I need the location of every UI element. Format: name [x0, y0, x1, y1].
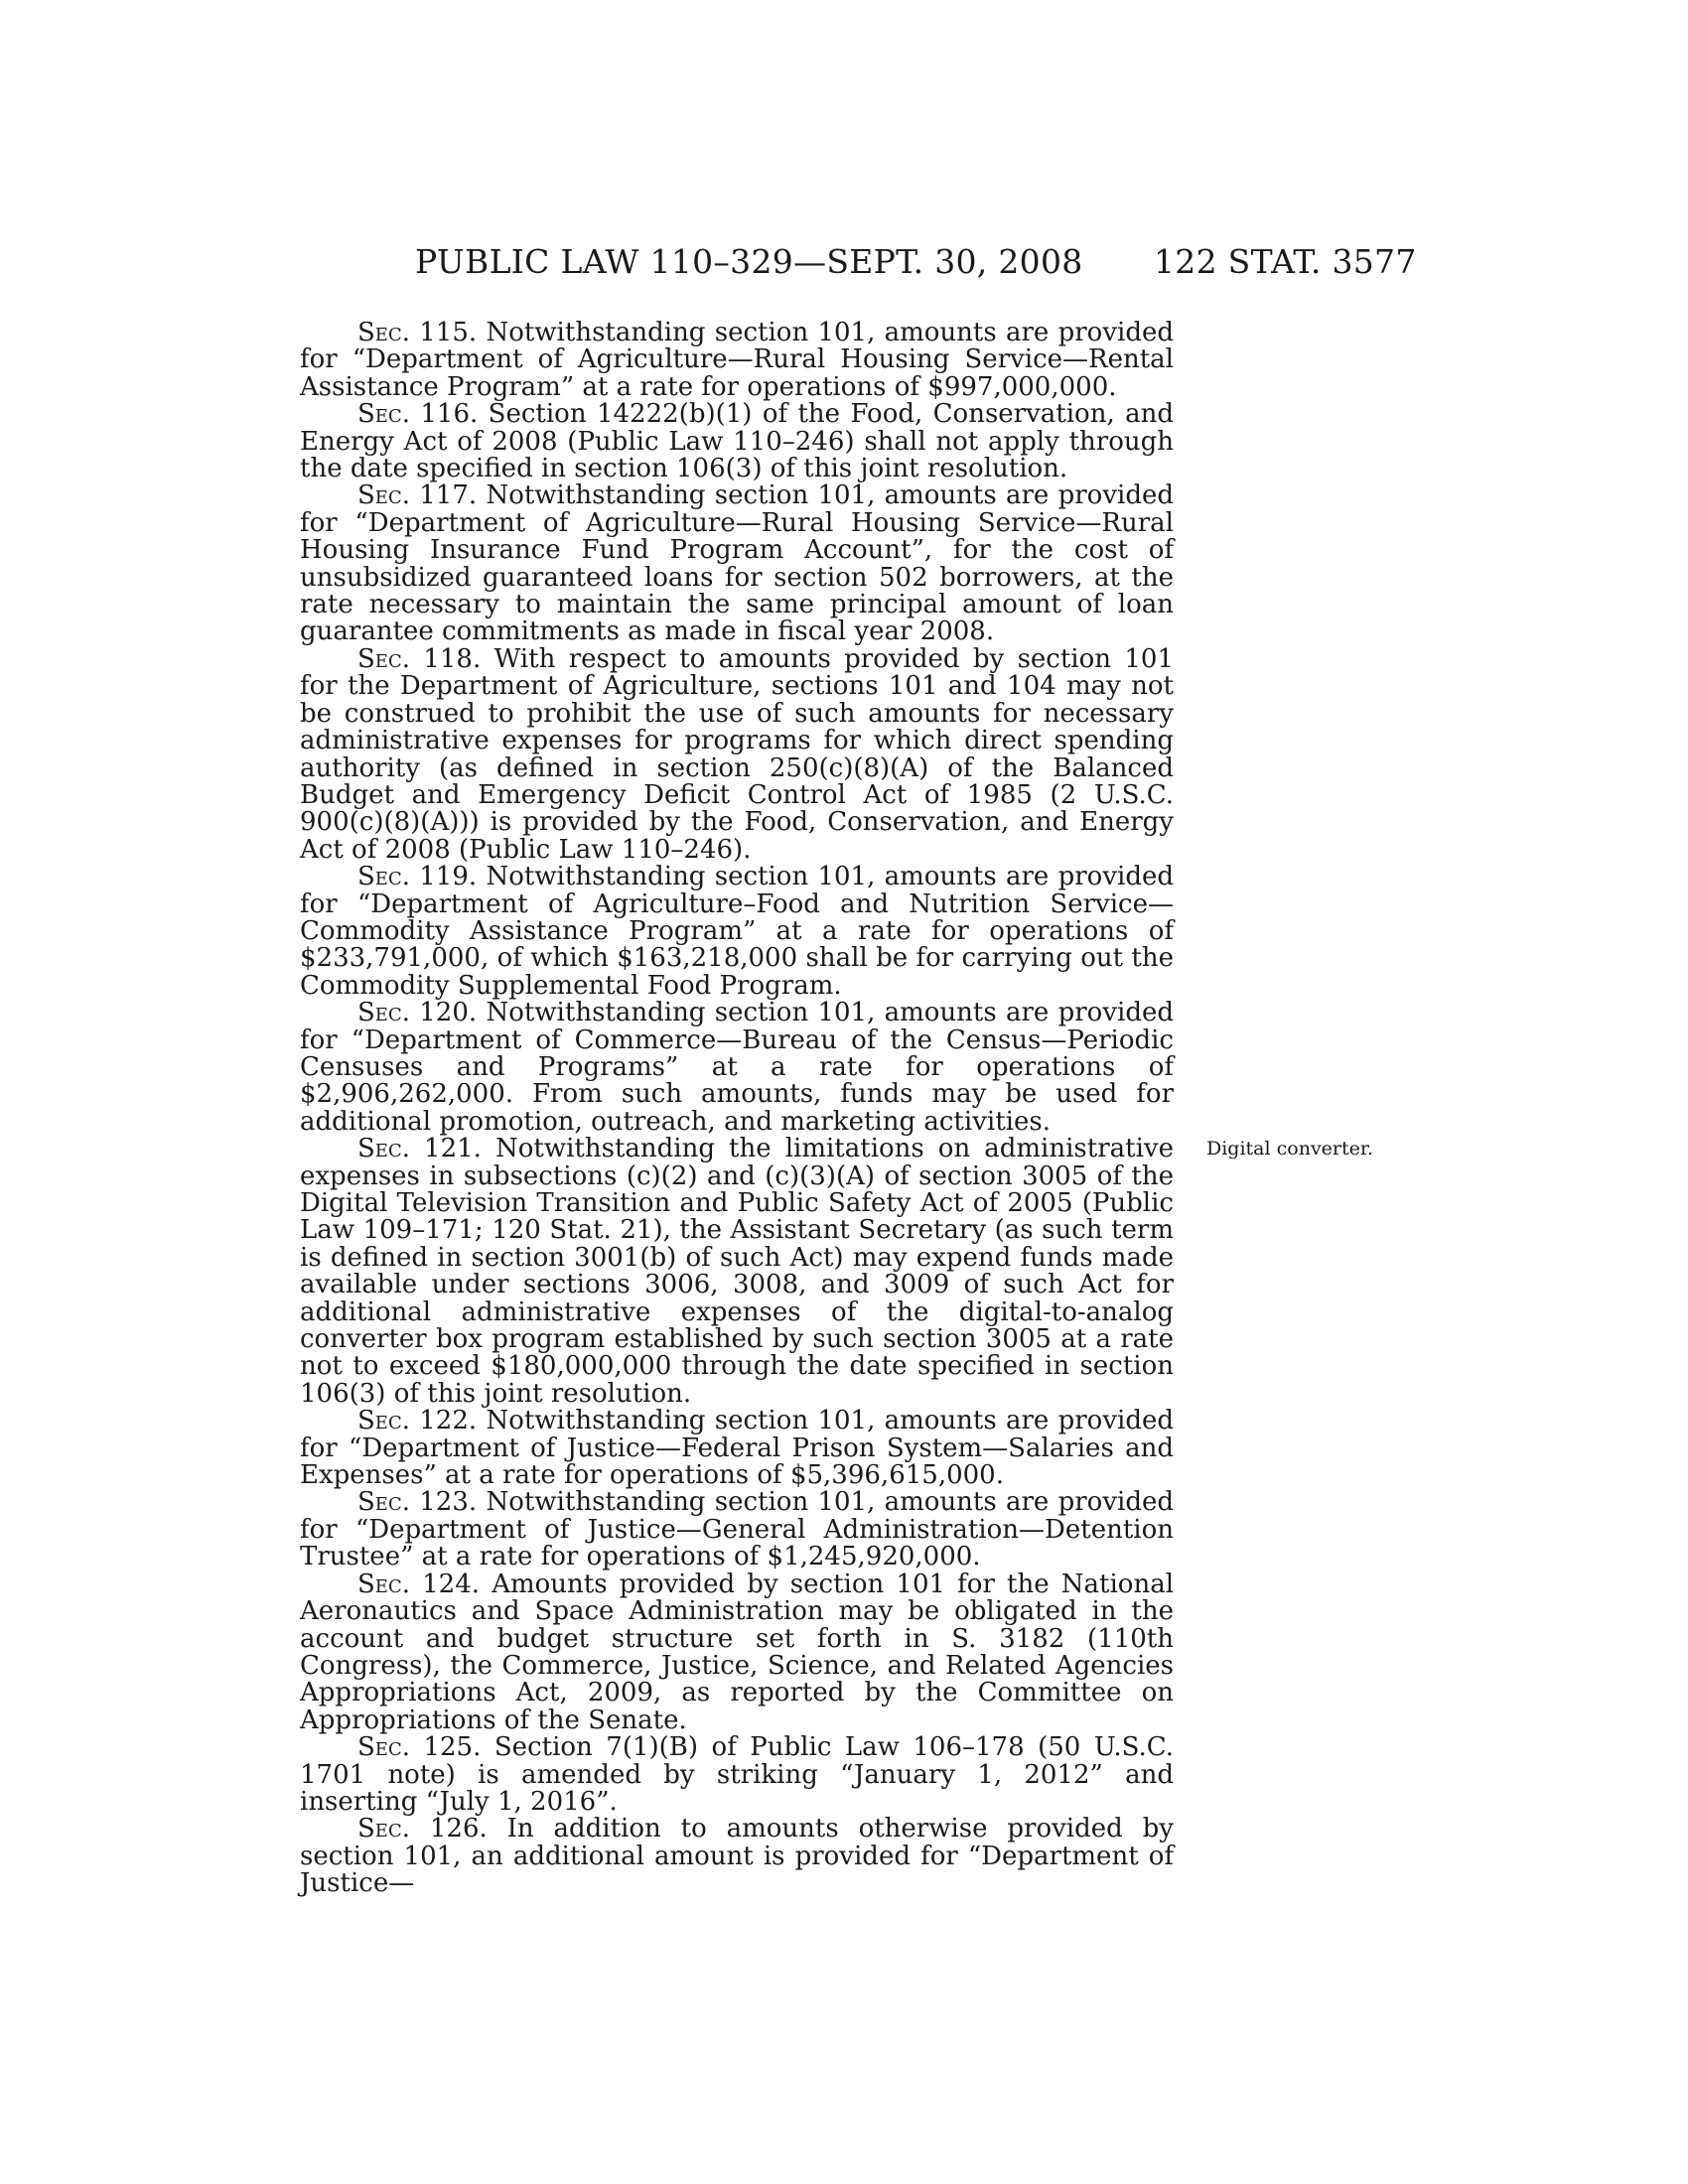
section-119	[300, 864, 1174, 1000]
section-text: Notwithstanding the limitations on administrative expenses in subsections (c)(2) and (c)(3)(A) of section 3005 of the Digital Television Transition and Public Safety Act of 2005 (Public Law 109–171; 120 Stat. 21), the Assistant Secretary (as such term is defined in section 3001(b) of such Act) may expend funds made available under sections 3006, 3008, and 3009 of such Act for additional administrative expenses of the digital-to-analog converter box program established by such section 3005 at a rate not to exceed $180,000,000 through the date specified in section 106(3) of this joint resolution.	[300, 1134, 1174, 1409]
section-121	[300, 1134, 1373, 1409]
section-115	[300, 320, 1174, 401]
header-page-number: 122 STAT. 3577	[1154, 242, 1417, 281]
section-text: Notwithstanding section 101, amounts are provided for “Department of Commerce—Bureau of the Census—Periodic Censuses and Programs” at a rate for operations of $2,906,262,000. From such amounts, funds may be used for additional promotion, outreach, and marketing activities.	[300, 998, 1174, 1137]
section-label: Sec. 119.	[357, 862, 478, 892]
section-label: Sec. 120.	[357, 998, 478, 1028]
section-label: Sec. 118.	[357, 643, 482, 674]
section-text: Section 7(1)(B) of Public Law 106–178 (50 U.S.C. 1701 note) is amended by striking “January 1, 2012” and inserting “July 1, 2016”.	[300, 1732, 1175, 1817]
body-text	[300, 318, 1373, 1899]
section-label: Sec. 121.	[357, 1134, 482, 1164]
running-header	[0, 242, 1688, 288]
section-text: In addition to amounts otherwise provided by section 101, an additional amount is provided for “Department of Justice—	[300, 1814, 1174, 1899]
section-118	[300, 643, 1174, 865]
section-text: Notwithstanding section 101, amounts are provided for “Department of Agriculture—Rural Housing Service—Rental Assistance Program” at a rate for operations of $997,000,000.	[300, 318, 1174, 402]
section-text: Notwithstanding section 101, amounts are provided for “Department of Agriculture–Food and Nutrition Service—Commodity Assistance Program” at a rate for operations of $233,791,000, of which $163,218,000 shall be for carrying out the Commodity Supplemental Food Program.	[300, 862, 1174, 1001]
section-126	[300, 1816, 1174, 1897]
section-text: With respect to amounts provided by section 101 for the Department of Agriculture, sections 101 and 104 may not be construed to prohibit the use of such amounts for necessary administrative expenses for programs for which direct spending authority (as defined in section 250(c)(8)(A) of the Balanced Budget and Emergency Deficit Control Act of 1985 (2 U.S.C. 900(c)(8)(A))) is provided by the Food, Conservation, and Energy Act of 2008 (Public Law 110–246).	[300, 643, 1174, 865]
section-122	[300, 1408, 1174, 1489]
section-124	[300, 1571, 1174, 1734]
section-120	[300, 1000, 1174, 1136]
section-label: Sec. 125.	[357, 1732, 482, 1763]
section-label: Sec. 124.	[357, 1569, 481, 1599]
section-label: Sec. 122.	[357, 1406, 478, 1436]
section-label: Sec. 126.	[357, 1814, 488, 1844]
header-title: PUBLIC LAW 110–329—SEPT. 30, 2008	[415, 242, 1083, 281]
section-text: Notwithstanding section 101, amounts are provided for “Department of Justice—Federal Prison System—Salaries and Expenses” at a rate for operations of $5,396,615,000.	[300, 1406, 1174, 1491]
section-116	[300, 401, 1174, 482]
section-text: Amounts provided by section 101 for the National Aeronautics and Space Administration may be obligated in the account and budget structure set forth in S. 3182 (110th Congress), the Commerce, Justice, Science, and Related Agencies Appropriations Act, 2009, as reported by the Committee on Appropriations of the Senate.	[300, 1569, 1175, 1735]
section-text: Notwithstanding section 101, amounts are provided for “Department of Justice—General Administration—Detention Trustee” at a rate for operations of $1,245,920,000.	[300, 1487, 1174, 1572]
section-text: Section 14222(b)(1) of the Food, Conservation, and Energy Act of 2008 (Public Law 110–246) shall not apply through the date specified in section 106(3) of this joint resolution.	[300, 399, 1174, 484]
section-117	[300, 482, 1174, 645]
margin-note: Digital converter.	[1206, 1138, 1373, 1160]
section-label: Sec. 117.	[357, 480, 478, 511]
section-label: Sec. 116.	[357, 399, 479, 430]
section-label: Sec. 115.	[357, 318, 478, 347]
section-label: Sec. 123.	[357, 1487, 478, 1518]
section-123	[300, 1489, 1174, 1570]
section-text: Notwithstanding section 101, amounts are provided for “Department of Agriculture—Rural Housing Service—Rural Housing Insurance Fund Program Account”, for the cost of unsubsidized guaranteed loans for section 502 borrowers, at the rate necessary to maintain the same principal amount of loan guarantee commitments as made in fiscal year 2008.	[300, 480, 1174, 647]
section-125	[300, 1734, 1174, 1816]
